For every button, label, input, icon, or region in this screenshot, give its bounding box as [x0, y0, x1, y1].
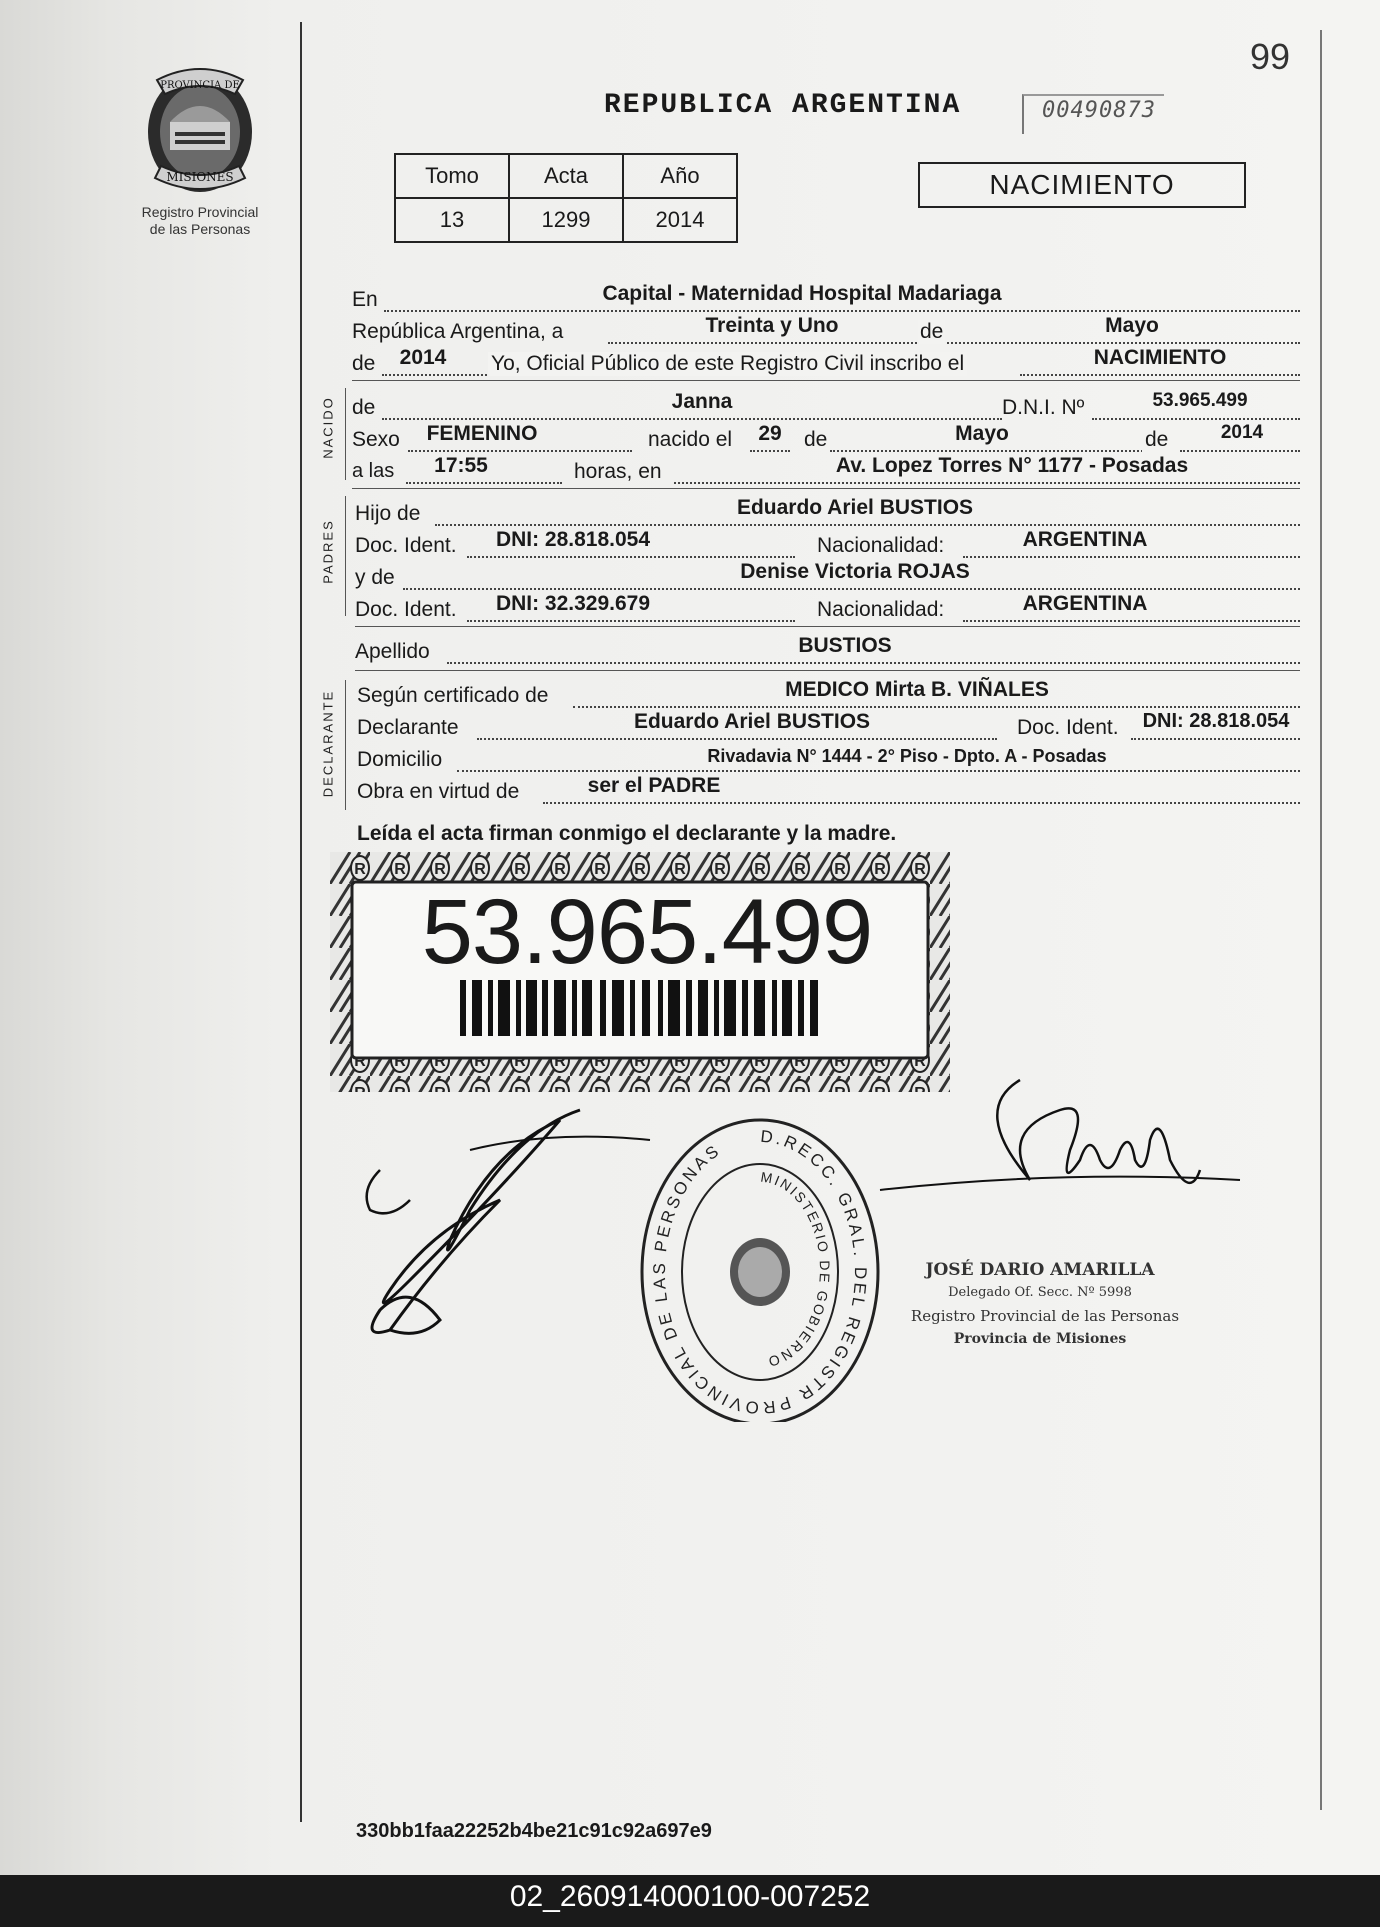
- label-certificado: Según certificado de: [357, 684, 549, 707]
- official-seal: [635, 1112, 885, 1422]
- value-day-words: Treinta y Uno: [705, 314, 839, 337]
- row-apellido: [355, 634, 1300, 664]
- registry-header-tomo: Tomo: [395, 154, 509, 198]
- label-nacido-de2: de: [804, 428, 828, 451]
- value-domicilio: Rivadavia N° 1444 - 2° Piso - Dpto. A - Posadas: [707, 746, 1107, 766]
- value-apellido: BUSTIOS: [798, 634, 892, 657]
- label-decl-doc: Doc. Ident.: [1017, 716, 1119, 739]
- row-y-de: [355, 560, 1300, 590]
- value-certificado: MEDICO Mirta B. VIÑALES: [785, 678, 1049, 701]
- value-decl-doc: DNI: 28.818.054: [1142, 710, 1290, 732]
- logo-text-top: PROVINCIA DE: [160, 80, 240, 91]
- logo-caption-line1: Registro Provincial: [141, 204, 259, 220]
- section-label-nacido: NACIDO: [320, 396, 336, 459]
- row-republica: [352, 314, 1300, 344]
- label-nacido-de3: de: [1142, 428, 1171, 452]
- official-line4: Provincia de Misiones: [953, 1331, 1127, 1347]
- value-father-nat: ARGENTINA: [1022, 528, 1148, 551]
- value-year: 2014: [399, 346, 447, 369]
- label-officer-text: Yo, Oficial Público de este Registro Civil inscribo el: [488, 352, 967, 376]
- row-en: [352, 282, 1300, 312]
- declarant-signature: [350, 1090, 670, 1350]
- label-nacido-el: nacido el: [648, 428, 733, 451]
- label-hijo-de: Hijo de: [355, 502, 421, 525]
- value-birth-month: Mayo: [955, 422, 1009, 445]
- value-record-type: NACIMIENTO: [1093, 346, 1227, 369]
- value-mother-nat: ARGENTINA: [1022, 592, 1148, 615]
- country-title: REPUBLICA ARGENTINA: [604, 90, 962, 121]
- label-domicilio: Domicilio: [357, 748, 443, 771]
- row-declarante: [357, 710, 1300, 740]
- closing-statement: Leída el acta firman conmigo el declarante y la madre.: [357, 822, 897, 845]
- value-father-name: Eduardo Ariel BUSTIOS: [736, 496, 974, 519]
- label-mother-nat: Nacionalidad:: [817, 598, 945, 621]
- registry-table: [394, 153, 738, 243]
- row-father-doc: [355, 528, 1300, 558]
- misiones-coat-of-arms-logo: [135, 60, 265, 200]
- row-hijo-de: [355, 496, 1300, 526]
- row-nacido-sexo: [352, 422, 1300, 452]
- value-sexo: FEMENINO: [426, 422, 538, 445]
- serial-number: 00490873: [1042, 98, 1156, 123]
- label-mother-doc: Doc. Ident.: [355, 598, 457, 621]
- label-obra: Obra en virtud de: [357, 780, 520, 803]
- label-father-doc: Doc. Ident.: [355, 534, 457, 557]
- value-father-doc: DNI: 28.818.054: [495, 528, 651, 551]
- label-sexo: Sexo: [352, 428, 400, 451]
- official-line2: Delegado Of. Secc. Nº 5998: [948, 1285, 1132, 1300]
- registry-value-ano: 2014: [623, 198, 737, 242]
- row-nacido-name: [352, 390, 1300, 420]
- page-number: 99: [1250, 36, 1291, 77]
- label-republica: República Argentina, a: [352, 320, 564, 343]
- label-de-year: de: [352, 352, 376, 375]
- value-obra: ser el PADRE: [587, 774, 721, 797]
- official-signature: [860, 1070, 1260, 1270]
- row-nacido-hora: [352, 454, 1300, 484]
- row-obra: [357, 774, 1300, 804]
- section-label-declarante: DECLARANTE: [320, 689, 336, 798]
- value-mother-doc: DNI: 32.329.679: [495, 592, 651, 615]
- value-birth-day: 29: [758, 422, 782, 445]
- value-mother-name: Denise Victoria ROJAS: [740, 560, 970, 583]
- logo-caption: [120, 204, 280, 238]
- left-margin-line: [300, 22, 302, 1822]
- label-de: de: [920, 320, 944, 343]
- label-en: En: [352, 288, 378, 311]
- value-month: Mayo: [1105, 314, 1159, 337]
- sticker-dni-number: 53.965.499: [421, 881, 873, 983]
- document-hash: 330bb1faa22252b4be21c91c92a697e9: [356, 1820, 712, 1842]
- label-father-nat: Nacionalidad:: [817, 534, 945, 557]
- registry-header-ano: Año: [623, 154, 737, 198]
- footer-document-id: 02_260914000100-007252: [509, 1880, 871, 1913]
- label-a-las: a las: [352, 460, 395, 482]
- label-declarante: Declarante: [357, 716, 459, 739]
- label-nacido-de: de: [352, 396, 376, 419]
- value-birth-time: 17:55: [434, 454, 488, 477]
- seal-inner-text: MINISTERIO DE GOBIERNO: [759, 1168, 834, 1371]
- registry-value-acta: 1299: [509, 198, 623, 242]
- value-birth-address: Av. Lopez Torres N° 1177 - Posadas: [835, 454, 1189, 477]
- row-domicilio: [357, 742, 1300, 772]
- label-dni: D.N.I. Nº: [1002, 396, 1085, 419]
- logo-text-bottom: MISIONES: [166, 170, 234, 184]
- section-label-padres: PADRES: [320, 519, 336, 584]
- label-horas-en: horas, en: [574, 460, 662, 483]
- registry-value-tomo: 13: [395, 198, 509, 242]
- right-margin-line: [1320, 30, 1322, 1810]
- value-birth-year: 2014: [1220, 422, 1264, 443]
- value-place: Capital - Maternidad Hospital Madariaga: [602, 282, 1002, 305]
- row-certificado: [357, 678, 1300, 708]
- label-y-de: y de: [355, 566, 395, 589]
- official-line3: Registro Provincial de las Personas: [910, 1307, 1180, 1325]
- value-declarante: Eduardo Ariel BUSTIOS: [633, 710, 871, 733]
- logo-caption-line2: de las Personas: [149, 221, 251, 237]
- value-child-dni: 53.965.499: [1152, 390, 1248, 411]
- value-child-name: Janna: [671, 390, 733, 413]
- registry-header-acta: Acta: [509, 154, 623, 198]
- act-type-box: NACIMIENTO: [918, 162, 1246, 208]
- seal-outer-text: D.RECC. GRAL. DEL REGISTR PROVINCIAL DE LAS PERSONAS: [649, 1126, 871, 1418]
- official-name: JOSÉ DARIO AMARILLA: [925, 1260, 1155, 1280]
- row-mother-doc: [355, 592, 1300, 622]
- row-officer: [352, 346, 1300, 376]
- label-apellido: Apellido: [355, 640, 430, 663]
